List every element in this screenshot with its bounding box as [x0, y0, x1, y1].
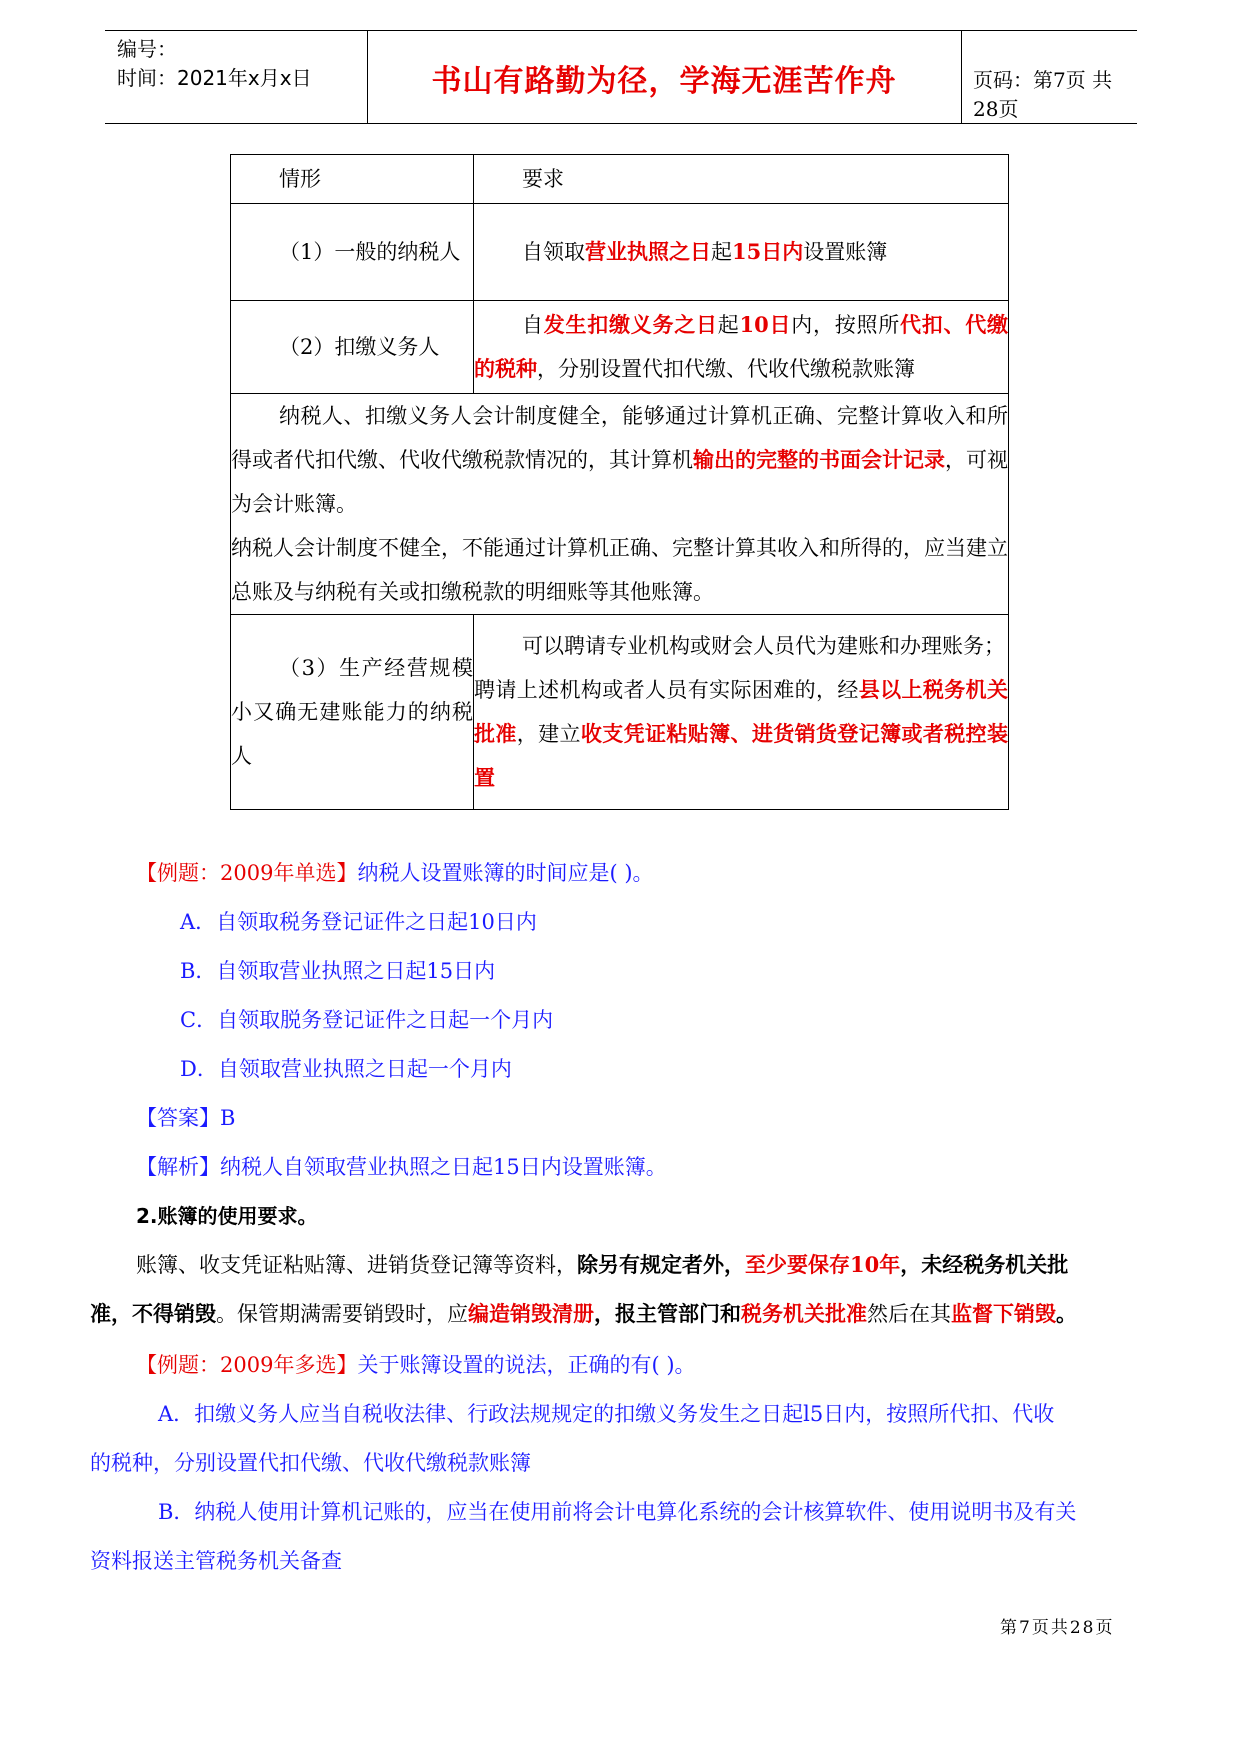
example1-option-b: B．自领取营业执照之日起15日内: [180, 959, 496, 983]
section2-line-1: 账簿、收支凭证粘贴簿、进销货登记簿等资料，除另有规定者外，至少要保存10年，未经税务机关批: [136, 1252, 1069, 1277]
example-tag: 【例题：2009年多选】: [136, 1353, 358, 1377]
section-heading: 2.账簿的使用要求。: [136, 1204, 318, 1228]
header-divider: [367, 31, 368, 123]
merged-paragraph-1: 纳税人、扣缴义务人会计制度健全，能够通过计算机正确、完整计算收入和所得或者代扣代缴、代收代缴税款情况的，其计算机输出的完整的书面会计记录，可视为会计账簿。: [231, 404, 1008, 516]
table-header-situation: 情形: [231, 155, 474, 204]
table-cell-merged: [231, 394, 1009, 615]
table-row: [231, 204, 1009, 301]
table-cell-situation: （2）扣缴义务人: [231, 301, 474, 394]
example2-question: 【例题：2009年多选】关于账簿设置的说法，正确的有( )。: [136, 1353, 696, 1377]
page-footer: 第7页共28页: [1000, 1618, 1115, 1638]
header-time: 时间：2021年x月x日: [117, 66, 312, 90]
header-divider: [961, 31, 962, 123]
table-cell-requirement: 自领取营业执照之日起15日内设置账簿: [474, 204, 1009, 301]
example1-analysis: 【解析】纳税人自领取营业执照之日起15日内设置账簿。: [136, 1155, 667, 1179]
merged-paragraph-2: 纳税人会计制度不健全，不能通过计算机正确、完整计算其收入和所得的，应当建立总账及与纳税有关或扣缴税款的明细账等其他账簿。: [231, 536, 1008, 604]
table-cell-requirement: 自发生扣缴义务之日起10日内，按照所代扣、代缴的税种，分别设置代扣代缴、代收代缴税款账簿: [474, 301, 1009, 394]
example1-answer: 【答案】B: [136, 1106, 236, 1130]
requirement-paragraph-1: 可以聘请专业机构或财会人员代为建账和办理账务；: [522, 634, 1005, 658]
table-merged-row: [231, 394, 1009, 615]
requirement-paragraph-2: 聘请上述机构或者人员有实际困难的，经县以上税务机关批准，建立收支凭证粘贴簿、进货销货登记簿或者税控装置: [474, 677, 1008, 790]
example1-option-c: C．自领取脱务登记证件之日起一个月内: [180, 1008, 554, 1032]
header-motto: 书山有路勤为径，学海无涯苦作舟: [431, 64, 897, 99]
example2-option-b-line2: 资料报送主管税务机关备查: [90, 1549, 342, 1573]
example-tag: 【例题：2009年单选】: [136, 861, 358, 885]
table-cell-requirement: [474, 615, 1009, 810]
table-cell-situation: （3）生产经营规模小又确无建账能力的纳税人: [231, 615, 474, 810]
table-header-requirement: 要求: [474, 155, 1009, 204]
header-meta: [117, 35, 367, 93]
example1-option-d: D．自领取营业执照之日起一个月内: [180, 1057, 512, 1081]
section2-line-2: 准，不得销毁。保管期满需要销毁时，应编造销毁清册，报主管部门和税务机关批准然后在其监督下销毁。: [90, 1301, 1077, 1326]
table-header-row: [231, 155, 1009, 204]
table-cell-situation: （1）一般的纳税人: [231, 204, 474, 301]
page-header: [105, 30, 1137, 124]
header-page-label: 页码：第7页 共28页: [973, 68, 1113, 121]
example2-option-a-line1: A．扣缴义务人应当自税收法律、行政法规规定的扣缴义务发生之日起l5日内，按照所代扣、代收: [158, 1402, 1055, 1426]
example2-option-b-line1: B．纳税人使用计算机记账的，应当在使用前将会计电算化系统的会计核算软件、使用说明书及有关: [158, 1500, 1077, 1524]
ledger-requirements-table: [230, 154, 1009, 810]
table-row: [231, 301, 1009, 394]
example2-option-a-line2: 的税种，分别设置代扣代缴、代收代缴税款账簿: [90, 1451, 531, 1475]
header-number: 编号：: [117, 37, 177, 61]
example1-question: 【例题：2009年单选】纳税人设置账簿的时间应是( )。: [136, 861, 654, 885]
table-row: [231, 615, 1009, 810]
example1-option-a: A．自领取税务登记证件之日起10日内: [180, 910, 537, 934]
